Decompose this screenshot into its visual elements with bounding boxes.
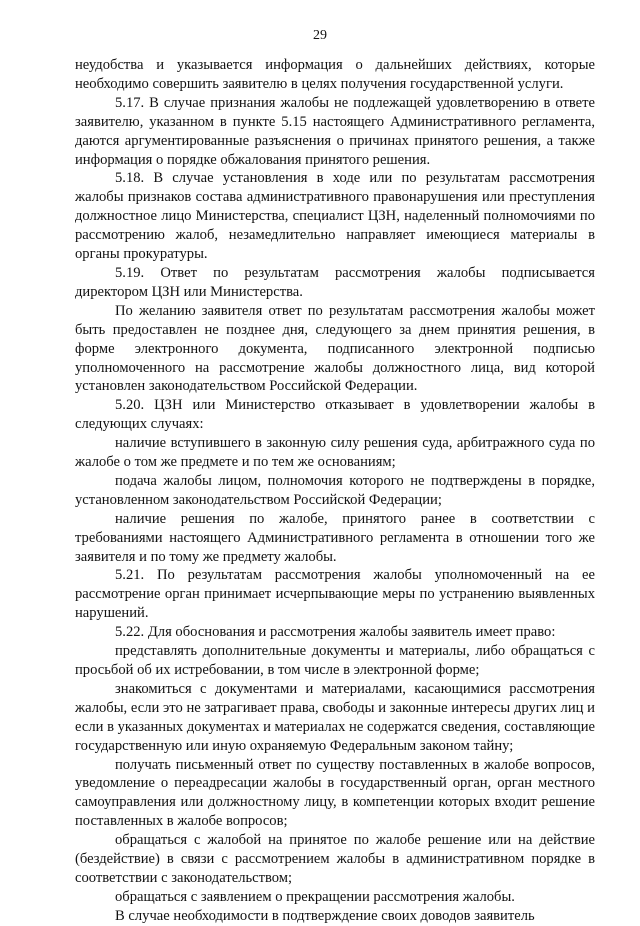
list-item: подача жалобы лицом, полномочия которого не подтверждены в порядке, установленном законодательством Российской Федерации;: [75, 472, 595, 508]
list-item: знакомиться с документами и материалами, касающимися рассмотрения жалобы, если это не затрагивает права, свободы и законные интересы других лиц и если в указанных документах и материалах не содержатся сведения, составляющие государственную или иную охраняемую Федеральным законом тайну;: [75, 680, 595, 754]
paragraph: 5.21. По результатам рассмотрения жалобы уполномоченный на ее рассмотрение орган принимает исчерпывающие меры по устранению выявленных нарушений.: [75, 567, 595, 622]
list-item: наличие решения по жалобе, принятого ранее в соответствии с требованиями настоящего Административного регламента в отношении того же заявителя и по тому же предмету жалобы.: [75, 510, 595, 565]
paragraph: По желанию заявителя ответ по результатам рассмотрения жалобы может быть предоставлен не позднее дня, следующего за днем принятия решения, в форме электронного документа, подписанного электронной подписью уполномоченного на рассмотрение жалобы должностного лица, вид которой установлен законодательством Российской Федерации.: [75, 302, 595, 395]
paragraph: В случае необходимости в подтверждение своих доводов заявитель: [115, 907, 535, 924]
paragraph: 5.17. В случае признания жалобы не подлежащей удовлетворению в ответе заявителю, указанном в пункте 5.15 настоящего Административного регламента, даются аргументированные разъяснения о причинах принятого решения, а также информация о порядке обжалования принятого решения.: [75, 94, 595, 168]
document-body: [75, 56, 595, 926]
page-number: 29: [313, 28, 327, 43]
list-item: обращаться с жалобой на принятое по жалобе решение или на действие (бездействие) в связи с рассмотрением жалобы в административном порядке в соответствии с законодательством;: [75, 832, 595, 886]
paragraph: 5.18. В случае установления в ходе или по результатам рассмотрения жалобы признаков состава административного правонарушения или преступления должностное лицо Министерства, специалист ЦЗН, наделенный полномочиями по рассмотрению жалоб, незамедлительно направляет имеющиеся материалы в органы прокуратуры.: [75, 170, 595, 263]
paragraph: неудобства и указывается информация о дальнейших действиях, которые необходимо совершить заявителю в целях получения государственной услуги.: [75, 57, 595, 92]
list-item: обращаться с заявлением о прекращении рассмотрения жалобы.: [115, 888, 515, 905]
list-item: получать письменный ответ по существу поставленных в жалобе вопросов, уведомление о переадресации жалобы в государственный орган, орган местного самоуправления или должностному лицу, в компетенции которых входит решение поставленных в жалобе вопросов;: [75, 756, 595, 830]
paragraph: 5.20. ЦЗН или Министерство отказывает в удовлетворении жалобы в следующих случаях:: [75, 397, 595, 433]
paragraph: 5.22. Для обоснования и рассмотрения жалобы заявитель имеет право:: [115, 624, 556, 641]
list-item: наличие вступившего в законную силу решения суда, арбитражного суда по жалобе о том же предмете и по тем же основаниям;: [75, 435, 595, 471]
paragraph: 5.19. Ответ по результатам рассмотрения жалобы подписывается директором ЦЗН или Министерства.: [75, 264, 595, 300]
list-item: представлять дополнительные документы и материалы, либо обращаться с просьбой об их истребовании, в том числе в электронной форме;: [75, 643, 595, 678]
